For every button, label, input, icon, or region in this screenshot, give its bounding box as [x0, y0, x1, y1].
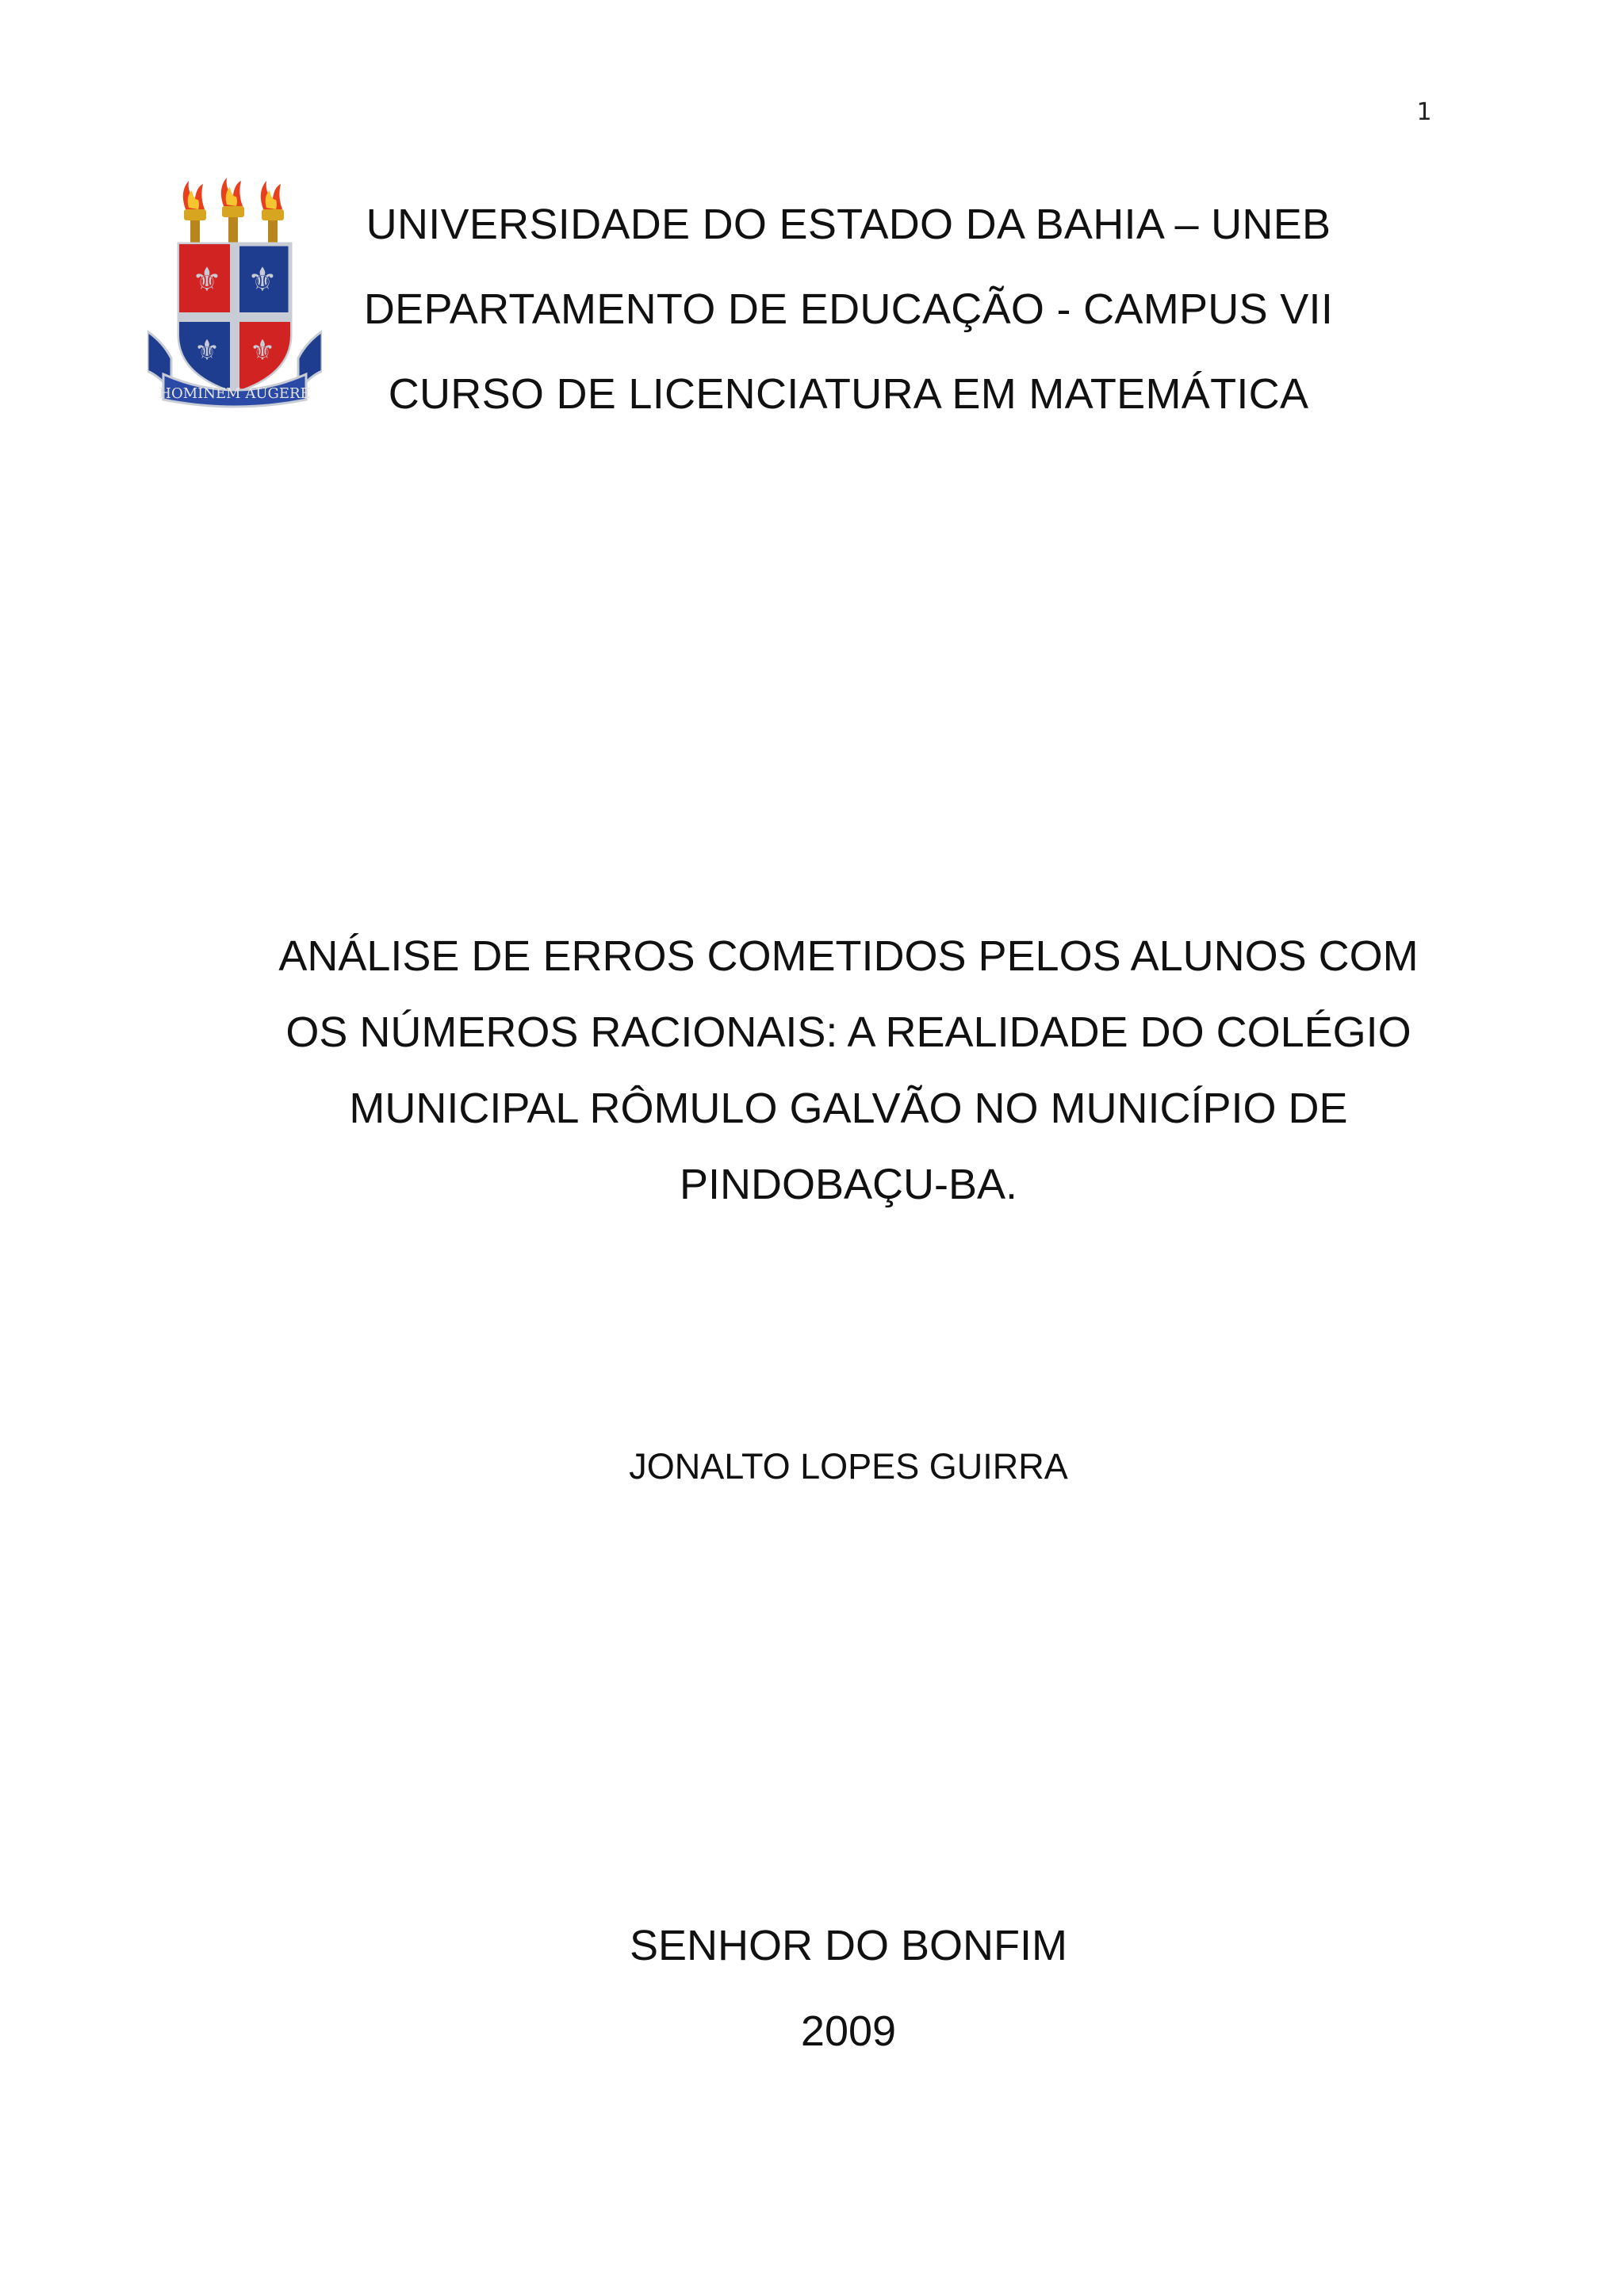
institution-header — [301, 182, 1396, 437]
year: 2009 — [800, 2007, 897, 2055]
document-title — [182, 918, 1515, 1223]
department-name: DEPARTAMENTO DE EDUCAÇÃO - CAMPUS VII — [363, 285, 1334, 333]
page-number: 1 — [1416, 98, 1432, 126]
svg-text:⚜: ⚜ — [193, 335, 220, 367]
svg-text:⚜: ⚜ — [192, 260, 222, 299]
city: SENHOR DO BONFIM — [629, 1922, 1068, 1969]
title-line: OS NÚMEROS RACIONAIS: A REALIDADE DO COLÉGIO — [285, 1008, 1411, 1056]
svg-text:HOMINEM AUGERE: HOMINEM AUGERE — [159, 385, 311, 402]
torches-icon — [183, 178, 284, 244]
author-name: JONALTO LOPES GUIRRA — [629, 1446, 1068, 1487]
footer — [182, 1903, 1515, 2074]
title-line: ANÁLISE DE ERROS COMETIDOS PELOS ALUNOS COM — [278, 932, 1419, 980]
university-logo — [147, 176, 322, 414]
university-name: UNIVERSIDADE DO ESTADO DA BAHIA – UNEB — [366, 201, 1331, 248]
svg-text:⚜: ⚜ — [247, 260, 278, 299]
course-name: CURSO DE LICENCIATURA EM MATEMÁTICA — [388, 370, 1309, 418]
shield-icon — [179, 244, 290, 392]
title-line: MUNICIPAL RÔMULO GALVÃO NO MUNICÍPIO DE — [349, 1085, 1348, 1132]
title-line: PINDOBAÇU-BA. — [679, 1161, 1018, 1208]
svg-text:⚜: ⚜ — [249, 335, 276, 367]
